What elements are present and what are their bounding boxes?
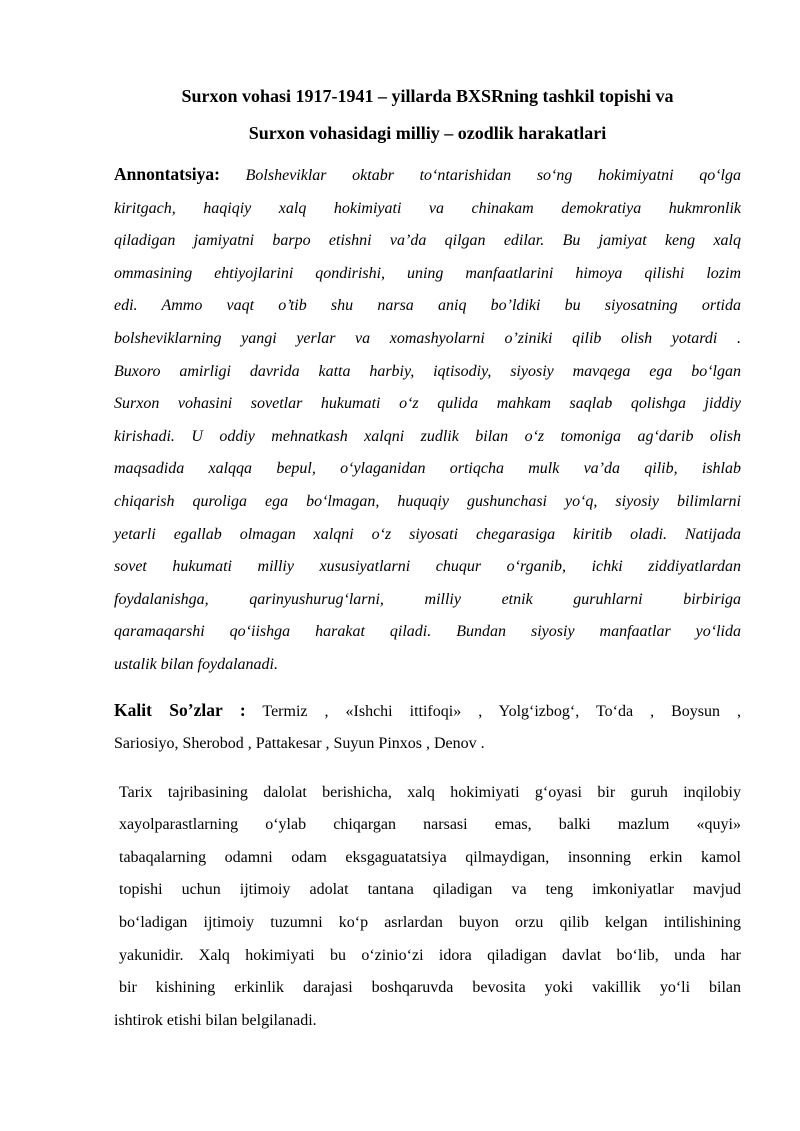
annotation-line: bolsheviklarning yangi yerlar va xomashyolarni o’ziniki qilib olish yotardi . [114, 329, 741, 347]
body-line: Tarix tajribasining dalolat berishicha, xalq hokimiyati g‘oyasi bir guruh inqilobiy [119, 783, 741, 801]
annotation-line: sovet hukumati milliy xususiyatlarni chuqur o‘rganib, ichki ziddiyatlardan [114, 558, 741, 576]
annotation-line: edi. Ammo vaqt o’tib shu narsa aniq bo’ldiki bu siyosatning ortida [114, 297, 741, 315]
body-last-line: ishtirok etishi bilan belgilanadi. [114, 1011, 317, 1029]
annotation-first-line-text: Bolsheviklar oktabr to‘ntarishidan so‘ng hokimiyatni qo‘lga [245, 167, 741, 184]
keywords-last-line: Sariosiyo, Sherobod , Pattakesar , Suyun Pinxos , Denov . [114, 735, 485, 753]
annotation-line: yetarli egallab olmagan xalqni o‘z siyosati chegarasiga kiritib oladi. Natijada [114, 525, 741, 543]
annotation-line: Buxoro amirligi davrida katta harbiy, iqtisodiy, siyosiy mavqega ega bo‘lgan [114, 362, 741, 380]
annotation-line: qaramaqarshi qo‘iishga harakat qiladi. Bundan siyosiy manfaatlar yo‘lida [114, 623, 741, 641]
annotation-line: chiqarish quroliga ega bo‘lmagan, huquqiy gushunchasi yo‘q, siyosiy bilimlarni [114, 492, 741, 510]
annotation-first-line [114, 158, 741, 193]
title-line-1: Surxon vohasi 1917-1941 – yillarda BXSRning tashkil topishi va [181, 86, 674, 106]
annotation-line: qiladigan jamiyatni barpo etishni va’da qilgan edilar. Bu jamiyat keng xalq [114, 232, 741, 250]
annotation-paragraph [114, 158, 741, 682]
body-line: topishi uchun ijtimoiy adolat tantana qiladigan va teng imkoniyatlar mavjud [119, 881, 741, 899]
body-line: xayolparastlarning o‘ylab chiqargan narsasi emas, balki mazlum «quyi» [119, 816, 741, 834]
annotation-line: kiritgach, haqiqiy xalq hokimiyati va chinakam demokratiya hukmronlik [114, 199, 741, 217]
keywords-first-line-text: Termiz , «Ishchi ittifoqi» , Yolg‘izbog‘, To‘da , Boysun , [262, 702, 741, 720]
body-lines [114, 777, 741, 1005]
body-line: bir kishining erkinlik darajasi boshqaruvda bevosita yoki vakillik yo‘li bilan [119, 979, 741, 997]
body-line: tabaqalarning odamni odam eksgaguatatsiya qilmaydigan, insonning erkin kamol [119, 848, 741, 866]
keywords-first-line [114, 694, 741, 729]
body-line: bo‘ladigan ijtimoiy tuzumni ko‘p asrlardan buyon orzu qilib kelgan intilishining [119, 914, 741, 932]
keywords-paragraph [114, 694, 741, 761]
annotation-lines [114, 193, 741, 649]
annotation-last-line: ustalik bilan foydalanadi. [114, 655, 278, 673]
keywords-label: Kalit So’zlar : [114, 699, 246, 720]
page-title [114, 78, 741, 152]
annotation-line: kirishadi. U oddiy mehnatkash xalqni zudlik bilan o‘z tomoniga ag‘darib olish [114, 427, 741, 445]
body-line: yakunidir. Xalq hokimiyati bu o‘zinio‘zi idora qiladigan davlat bo‘lib, unda har [119, 946, 741, 964]
annotation-line: maqsadida xalqqa bepul, o‘ylaganidan ortiqcha mulk va’da qilib, ishlab [114, 460, 741, 478]
body-paragraph [114, 777, 741, 1038]
title-line-2: Surxon vohasidagi milliy – ozodlik harakatlari [248, 123, 607, 143]
annotation-line: ommasining ehtiyojlarini qondirishi, uning manfaatlarini himoya qilishi lozim [114, 264, 741, 282]
annotation-label: Annontatsiya: [114, 164, 220, 184]
annotation-line: Surxon vohasini sovetlar hukumati o‘z qulida mahkam saqlab qolishga jiddiy [114, 395, 741, 413]
annotation-line: foydalanishga, qarinyushurug‘larni, milliy etnik guruhlarni birbiriga [114, 590, 741, 608]
